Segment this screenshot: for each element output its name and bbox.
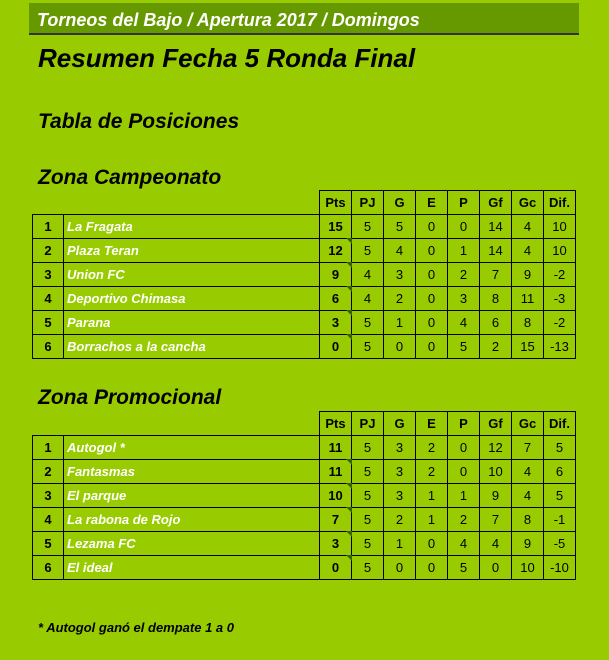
pts-cell (320, 484, 352, 508)
pts-cell (320, 460, 352, 484)
gc-cell: 10 (512, 556, 544, 580)
pj-cell: 5 (352, 335, 384, 359)
pj-cell: 5 (352, 508, 384, 532)
gf-cell: 7 (480, 508, 512, 532)
gc-cell: 9 (512, 263, 544, 287)
team-name-cell: El ideal (64, 556, 320, 580)
standings-table-promocional (32, 411, 576, 580)
column-header-dif: Dif. (544, 191, 576, 215)
column-header-g: G (384, 412, 416, 436)
pts-value: 11 (328, 440, 343, 455)
table-header-row (33, 412, 576, 436)
team-name-cell: La rabona de Rojo (64, 508, 320, 532)
table-row (33, 532, 576, 556)
zone-title-promocional: Zona Promocional (38, 386, 222, 409)
table-row (33, 215, 576, 239)
table-row (33, 263, 576, 287)
cell-marker-icon (346, 483, 352, 489)
pts-value: 10 (328, 488, 343, 503)
column-header-pj: PJ (352, 191, 384, 215)
header-spacer (64, 191, 320, 215)
team-name-cell: Plaza Teran (64, 239, 320, 263)
rank-cell: 5 (33, 532, 64, 556)
pts-cell (320, 215, 352, 239)
gc-cell: 9 (512, 532, 544, 556)
rank-cell: 2 (33, 460, 64, 484)
rank-cell: 3 (33, 263, 64, 287)
column-header-e: E (416, 412, 448, 436)
gf-cell: 0 (480, 556, 512, 580)
zone-title-campeonato: Zona Campeonato (38, 166, 222, 189)
dif-cell: 5 (544, 436, 576, 460)
e-cell: 2 (416, 460, 448, 484)
gc-cell: 8 (512, 311, 544, 335)
cell-marker-icon (346, 310, 352, 316)
pts-value: 7 (331, 512, 340, 527)
p-cell: 0 (448, 436, 480, 460)
p-cell: 1 (448, 239, 480, 263)
team-name-cell: Lezama FC (64, 532, 320, 556)
table-row (33, 287, 576, 311)
pts-cell (320, 532, 352, 556)
pj-cell: 4 (352, 287, 384, 311)
pts-cell (320, 436, 352, 460)
cell-marker-icon (346, 459, 352, 465)
g-cell: 3 (384, 263, 416, 287)
rank-cell: 5 (33, 311, 64, 335)
rank-cell: 4 (33, 508, 64, 532)
column-header-e: E (416, 191, 448, 215)
pts-value: 11 (328, 464, 343, 479)
pts-cell (320, 311, 352, 335)
team-name-cell: Autogol * (64, 436, 320, 460)
g-cell: 3 (384, 436, 416, 460)
pj-cell: 4 (352, 263, 384, 287)
table-row (33, 460, 576, 484)
cell-marker-icon (346, 286, 352, 292)
footnote: * Autogol ganó el dempate 1 a 0 (38, 620, 234, 635)
dif-cell: -5 (544, 532, 576, 556)
p-cell: 3 (448, 287, 480, 311)
p-cell: 0 (448, 215, 480, 239)
page-title: Resumen Fecha 5 Ronda Final (38, 43, 416, 73)
gc-cell: 8 (512, 508, 544, 532)
table-row (33, 556, 576, 580)
column-header-pts: Pts (320, 412, 352, 436)
pj-cell: 5 (352, 484, 384, 508)
pts-value: 0 (331, 560, 340, 575)
pts-cell (320, 287, 352, 311)
e-cell: 0 (416, 263, 448, 287)
pts-value: 0 (331, 339, 340, 354)
g-cell: 1 (384, 311, 416, 335)
g-cell: 5 (384, 215, 416, 239)
team-name-cell: El parque (64, 484, 320, 508)
g-cell: 2 (384, 508, 416, 532)
pts-value: 3 (331, 536, 340, 551)
dif-cell: -3 (544, 287, 576, 311)
cell-marker-icon (346, 238, 352, 244)
column-header-pts: Pts (320, 191, 352, 215)
e-cell: 0 (416, 311, 448, 335)
g-cell: 0 (384, 335, 416, 359)
gf-cell: 6 (480, 311, 512, 335)
gf-cell: 4 (480, 532, 512, 556)
dif-cell: 6 (544, 460, 576, 484)
dif-cell: -2 (544, 311, 576, 335)
column-header-g: G (384, 191, 416, 215)
standings-subtitle: Tabla de Posiciones (38, 110, 240, 133)
team-name-cell: Borrachos a la cancha (64, 335, 320, 359)
table-header-row (33, 191, 576, 215)
p-cell: 2 (448, 263, 480, 287)
column-header-gc: Gc (512, 412, 544, 436)
gf-cell: 8 (480, 287, 512, 311)
gc-cell: 4 (512, 484, 544, 508)
e-cell: 2 (416, 436, 448, 460)
e-cell: 1 (416, 484, 448, 508)
g-cell: 2 (384, 287, 416, 311)
p-cell: 2 (448, 508, 480, 532)
team-name-cell: Fantasmas (64, 460, 320, 484)
g-cell: 3 (384, 484, 416, 508)
gf-cell: 9 (480, 484, 512, 508)
rank-cell: 2 (33, 239, 64, 263)
cell-marker-icon (346, 262, 352, 268)
table-row (33, 436, 576, 460)
pts-value: 9 (331, 267, 340, 282)
e-cell: 0 (416, 287, 448, 311)
table-row (33, 508, 576, 532)
pj-cell: 5 (352, 460, 384, 484)
dif-cell: -10 (544, 556, 576, 580)
g-cell: 0 (384, 556, 416, 580)
dif-cell: 10 (544, 239, 576, 263)
team-name-cell: La Fragata (64, 215, 320, 239)
p-cell: 1 (448, 484, 480, 508)
dif-cell: 5 (544, 484, 576, 508)
cell-marker-icon (346, 507, 352, 513)
standings-table-campeonato (32, 190, 576, 359)
pts-cell (320, 335, 352, 359)
pj-cell: 5 (352, 215, 384, 239)
column-header-pj: PJ (352, 412, 384, 436)
gf-cell: 14 (480, 215, 512, 239)
pts-cell (320, 508, 352, 532)
cell-marker-icon (346, 531, 352, 537)
g-cell: 1 (384, 532, 416, 556)
column-header-p: P (448, 412, 480, 436)
rank-cell: 3 (33, 484, 64, 508)
league-header-bar (29, 3, 579, 35)
rank-cell: 1 (33, 436, 64, 460)
gc-cell: 4 (512, 215, 544, 239)
pj-cell: 5 (352, 436, 384, 460)
rank-cell: 6 (33, 556, 64, 580)
e-cell: 0 (416, 335, 448, 359)
pj-cell: 5 (352, 311, 384, 335)
dif-cell: 10 (544, 215, 576, 239)
e-cell: 0 (416, 532, 448, 556)
header-spacer (64, 412, 320, 436)
p-cell: 5 (448, 335, 480, 359)
header-spacer (33, 412, 64, 436)
p-cell: 0 (448, 460, 480, 484)
gc-cell: 15 (512, 335, 544, 359)
g-cell: 3 (384, 460, 416, 484)
pts-value: 15 (328, 219, 343, 234)
pts-cell (320, 556, 352, 580)
pts-value: 12 (328, 243, 343, 258)
rank-cell: 6 (33, 335, 64, 359)
gf-cell: 10 (480, 460, 512, 484)
gc-cell: 4 (512, 460, 544, 484)
gc-cell: 7 (512, 436, 544, 460)
pts-cell (320, 263, 352, 287)
column-header-dif: Dif. (544, 412, 576, 436)
pj-cell: 5 (352, 556, 384, 580)
table-row (33, 335, 576, 359)
p-cell: 5 (448, 556, 480, 580)
rank-cell: 1 (33, 215, 64, 239)
column-header-gf: Gf (480, 191, 512, 215)
cell-marker-icon (346, 334, 352, 340)
dif-cell: -2 (544, 263, 576, 287)
dif-cell: -13 (544, 335, 576, 359)
table-row (33, 239, 576, 263)
column-header-gc: Gc (512, 191, 544, 215)
gf-cell: 12 (480, 436, 512, 460)
e-cell: 0 (416, 556, 448, 580)
league-title: Torneos del Bajo / Apertura 2017 / Domingos (37, 10, 420, 30)
table-row (33, 484, 576, 508)
column-header-p: P (448, 191, 480, 215)
e-cell: 1 (416, 508, 448, 532)
dif-cell: -1 (544, 508, 576, 532)
gf-cell: 14 (480, 239, 512, 263)
e-cell: 0 (416, 239, 448, 263)
team-name-cell: Deportivo Chimasa (64, 287, 320, 311)
p-cell: 4 (448, 532, 480, 556)
table-row (33, 311, 576, 335)
e-cell: 0 (416, 215, 448, 239)
pts-value: 3 (331, 315, 340, 330)
header-spacer (33, 191, 64, 215)
rank-cell: 4 (33, 287, 64, 311)
team-name-cell: Parana (64, 311, 320, 335)
team-name-cell: Union FC (64, 263, 320, 287)
pts-cell (320, 239, 352, 263)
gc-cell: 11 (512, 287, 544, 311)
gf-cell: 7 (480, 263, 512, 287)
gf-cell: 2 (480, 335, 512, 359)
pts-value: 6 (331, 291, 340, 306)
column-header-gf: Gf (480, 412, 512, 436)
pj-cell: 5 (352, 532, 384, 556)
p-cell: 4 (448, 311, 480, 335)
g-cell: 4 (384, 239, 416, 263)
cell-marker-icon (346, 555, 352, 561)
gc-cell: 4 (512, 239, 544, 263)
pj-cell: 5 (352, 239, 384, 263)
